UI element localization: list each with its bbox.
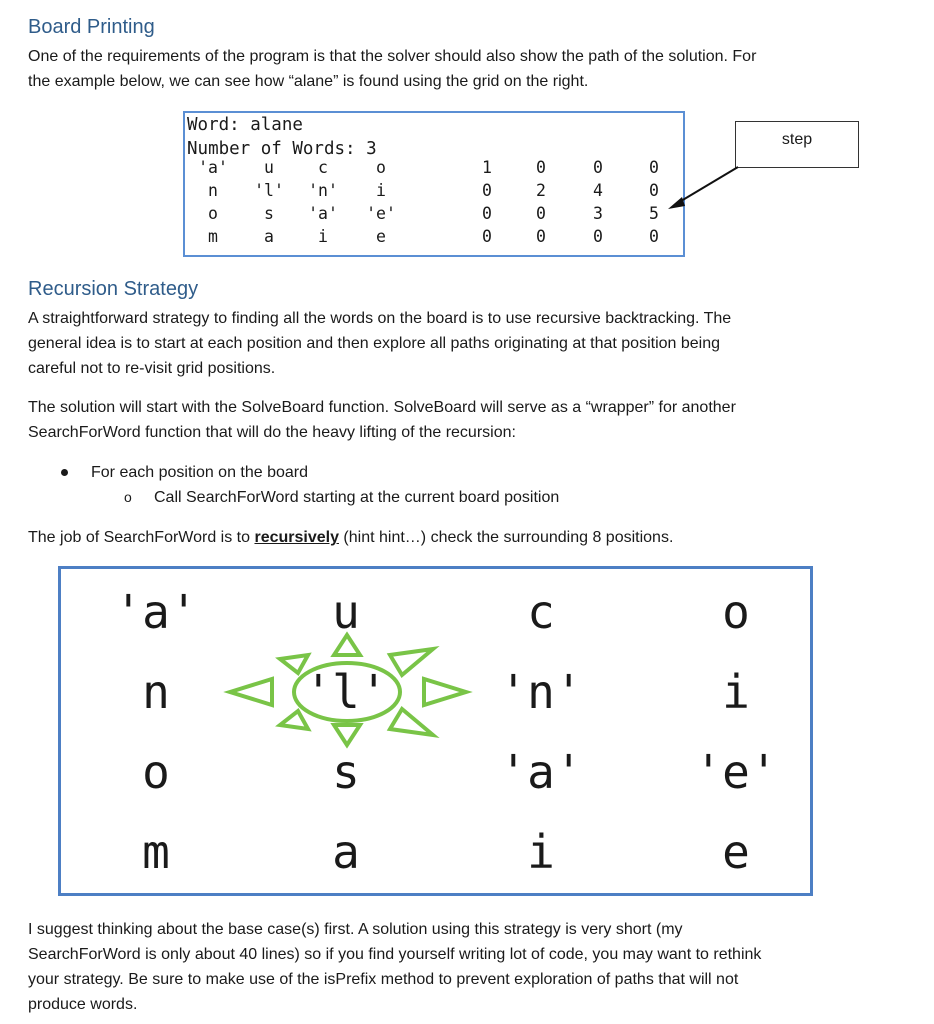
big-grid-cell: o	[722, 585, 750, 639]
console-letter-cell: 'e'	[366, 204, 396, 223]
console-letter-cell: o	[208, 204, 218, 223]
para-job-of-search	[28, 525, 673, 550]
step-callout-arrow	[660, 160, 760, 220]
sub-bullet-item-call-search: Call SearchForWord starting at the current board position	[154, 489, 560, 506]
big-grid-cell: u	[332, 585, 360, 639]
big-grid-cell: s	[332, 745, 360, 799]
console-step-cell: 0	[536, 227, 546, 246]
console-step-cell: 0	[536, 204, 546, 223]
para-strategy-line3: careful not to re-visit grid positions.	[28, 360, 276, 377]
console-letter-cell: i	[318, 227, 328, 246]
big-grid-cell: a	[332, 825, 360, 879]
para-job-before: The job of SearchForWord is to	[28, 529, 255, 546]
para-board-printing-line2: the example below, we can see how “alane” is found using the grid on the right.	[28, 73, 589, 90]
arrow-up-left-icon	[280, 655, 308, 673]
console-word-line: Word: alane	[187, 115, 303, 135]
big-grid-cell: c	[527, 585, 555, 639]
big-grid-cell: n	[142, 665, 170, 719]
center-ellipse	[294, 663, 400, 721]
console-output-box	[183, 111, 685, 257]
console-letter-cell: u	[264, 158, 274, 177]
console-step-cell: 0	[649, 158, 659, 177]
console-step-cell: 0	[482, 204, 492, 223]
console-step-cell: 0	[593, 227, 603, 246]
heading-recursion-strategy: Recursion Strategy	[28, 278, 199, 300]
bullet-dot-icon	[61, 469, 68, 476]
big-grid-cell: 'a'	[114, 585, 198, 639]
console-letter-cell: c	[318, 158, 328, 177]
arrow-right-icon	[424, 679, 466, 705]
arrow-up-icon	[334, 635, 360, 655]
console-letter-cell: 'a'	[198, 158, 228, 177]
console-step-cell: 0	[536, 158, 546, 177]
big-grid-cell: i	[722, 665, 750, 719]
arrow-up-right-icon	[390, 649, 433, 675]
console-letter-cell: s	[264, 204, 274, 223]
para-board-printing-line1: One of the requirements of the program is that the solver should also show the path of the solution. For	[28, 48, 757, 65]
console-letter-cell: 'a'	[308, 204, 338, 223]
para-strategy-line2: general idea is to start at each position and then explore all paths originating at that position being	[28, 335, 721, 352]
para-strategy-line1: A straightforward strategy to finding all the words on the board is to use recursive backtracking. The	[28, 310, 732, 327]
big-grid-cell: 'l'	[304, 665, 388, 719]
step-callout-label: step	[781, 131, 813, 148]
console-letter-cell: n	[208, 181, 218, 200]
arrow-left-icon	[230, 679, 272, 705]
big-grid-cell: 'n'	[499, 665, 583, 719]
console-step-cell: 2	[536, 181, 546, 200]
console-letter-cell: e	[376, 227, 386, 246]
big-grid-cell: 'a'	[499, 745, 583, 799]
big-grid-cell: 'e'	[694, 745, 778, 799]
neighbor-arrows-diagram	[220, 625, 480, 755]
arrow-down-right-icon	[390, 709, 433, 735]
big-grid-cell: m	[142, 825, 170, 879]
heading-board-printing: Board Printing	[28, 16, 155, 38]
console-step-cell: 0	[649, 227, 659, 246]
console-letter-cell: 'n'	[308, 181, 338, 200]
console-step-cell: 1	[482, 158, 492, 177]
console-letter-cell: 'l'	[254, 181, 284, 200]
console-step-cell: 0	[649, 181, 659, 200]
console-count-line: Number of Words: 3	[187, 139, 377, 159]
arrow-down-left-icon	[280, 711, 308, 729]
para-suggest-line1: I suggest thinking about the base case(s) first. A solution using this strategy is very short (my	[28, 921, 683, 938]
console-step-cell: 0	[482, 227, 492, 246]
big-grid-cell: e	[722, 825, 750, 879]
console-step-cell: 5	[649, 204, 659, 223]
big-grid-cell: i	[527, 825, 555, 879]
para-solveboard-line1: The solution will start with the SolveBoard function. SolveBoard will serve as a “wrapper” for another	[28, 399, 736, 416]
console-letter-cell: i	[376, 181, 386, 200]
para-solveboard-line2: SearchForWord function that will do the heavy lifting of the recursion:	[28, 424, 516, 441]
para-job-recursively: recursively	[254, 529, 339, 546]
bullet-item-each-position: For each position on the board	[91, 464, 309, 481]
para-job-after: (hint hint…) check the surrounding 8 positions.	[338, 529, 674, 546]
para-suggest-line4: produce words.	[28, 996, 138, 1013]
console-step-cell: 0	[482, 181, 492, 200]
console-step-cell: 3	[593, 204, 603, 223]
para-suggest-line3: your strategy. Be sure to make use of the isPrefix method to prevent exploration of paths that will not	[28, 971, 739, 988]
console-letter-cell: m	[208, 227, 218, 246]
sub-bullet-circle-icon: o	[124, 489, 132, 505]
console-step-cell: 0	[593, 158, 603, 177]
arrow-down-icon	[334, 725, 360, 745]
console-step-cell: 4	[593, 181, 603, 200]
console-letter-cell: a	[264, 227, 274, 246]
console-letter-cell: o	[376, 158, 386, 177]
para-suggest-line2: SearchForWord is only about 40 lines) so if you find yourself writing lot of code, you may want to rethink	[28, 946, 762, 963]
big-grid-cell: o	[142, 745, 170, 799]
